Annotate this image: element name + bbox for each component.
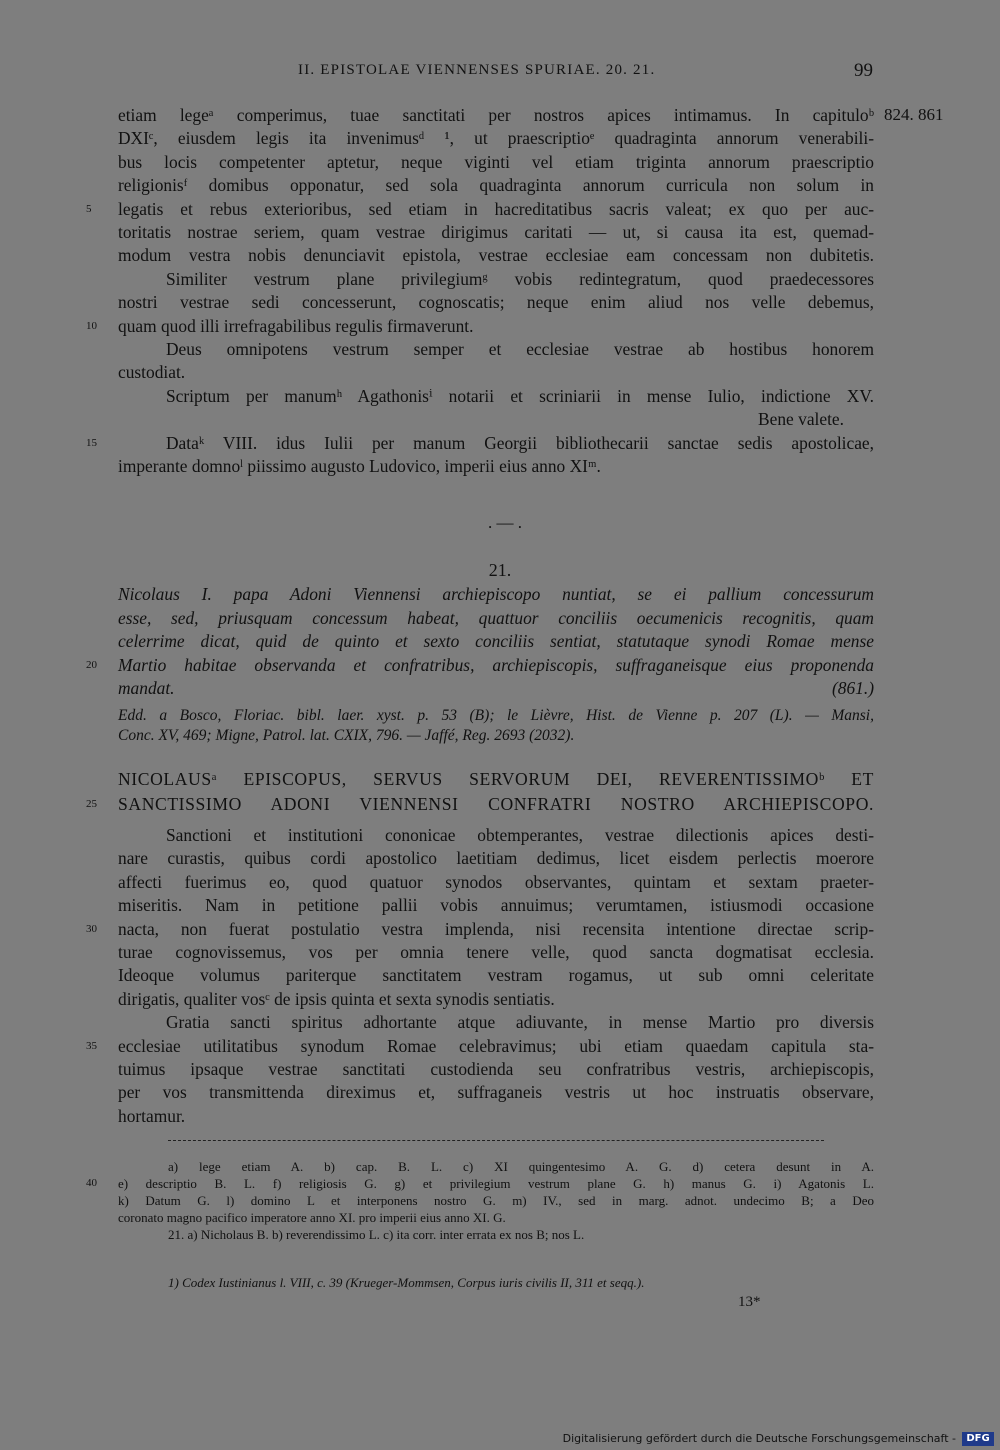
line-number: 25 (86, 798, 97, 810)
text-line: quam quod illi irrefragabilibus regulis firmaverunt. (118, 315, 474, 336)
dfg-logo: DFG (962, 1432, 994, 1446)
text-line: nare curastis, quibus cordi apostolico laetitiam dedimus, licet eisdem perlectis moerore (118, 848, 874, 869)
text-line: custodiat. (118, 362, 186, 383)
running-header (118, 62, 873, 86)
line-number: 35 (86, 1039, 97, 1052)
text-line: Sanctioni et institutioni cononicae obtemperantes, vestrae dilectionis apices desti- (166, 825, 874, 845)
text-line: hortamur. (118, 1105, 186, 1126)
text-line: legatis et rebus exterioribus, sed etiam in hacreditatibus sacris valeat; ex quo per auc- (118, 198, 874, 219)
line-number: 5 (86, 202, 92, 215)
regest-line (118, 677, 874, 700)
edition-line: Conc. XV, 469; Migne, Patrol. lat. CXIX, 796. — Jaffé, Reg. 2693 (2032). (118, 727, 575, 744)
footnote-line: a) lege etiam A. b) cap. B. L. c) XI quingentesimo A. G. d) cetera desunt in A. (168, 1159, 874, 1174)
funding-notice: Digitalisierung gefördert durch die Deutsche Forschungsgemeinschaft - (562, 1432, 956, 1445)
text-line: affecti fuerimus eo, quod quatuor synodos observantes, quintam et sextam praeter- (118, 871, 874, 892)
regest-line: Martio habitae observanda et confratribus, archiepiscopis, suffraganeisque eius proponenda (118, 654, 874, 675)
text-line: Scriptum per manumʰ Agathonisⁱ notarii et scriniarii in mense Iulio, indictione XV. (166, 385, 874, 406)
text-line: bus locis competenter aptetur, neque viginti vel etiam triginta annorum praescriptio (118, 151, 874, 172)
regest-line: celerrime dicat, quid de quinto et sexto conciliis sentiat, statutaque synodi Romae mense (118, 631, 874, 651)
text-line: DXIᶜ, eiusdem legis ita invenimusᵈ ¹, ut praescriptioᵉ quadraginta annorum venerabili- (118, 128, 874, 149)
signature-mark: 13* (738, 1294, 761, 1310)
margin-date-note: 824. 861 (884, 105, 944, 124)
text-line: Similiter vestrum plane privilegiumᵍ vobis redintegratum, quod praedecessores (166, 268, 874, 289)
source-footnote: 1) Codex Iustinianus l. VIII, c. 39 (Krueger-Mommsen, Corpus iuris civilis II, 311 et seqq.). (168, 1275, 645, 1290)
text-line: imperante domnoˡ piissimo augusto Ludovico, imperii eius anno XIᵐ. (118, 456, 601, 476)
text-line: turae cognovissemus, vos per omnia tenere velle, quod sancta dogmatisat ecclesia. (118, 942, 874, 962)
text-line: etiam legeᵃ comperimus, tuae sanctitati per nostros apices intimamus. In capituloᵇ (118, 105, 874, 125)
text-line: per vos transmittenda direximus et, suffraganeis vestris ut hoc instruatis observare, (118, 1082, 874, 1103)
intitulatio-line: SANCTISSIMO ADONI VIENNENSI CONFRATRI NOSTRO ARCHIEPISCOPO. (118, 794, 874, 814)
footnote-line: k) Datum G. l) domino L et interponens nostro G. m) IV., sed in marg. adnot. undecimo B; a Deo (118, 1193, 874, 1208)
line-number: 30 (86, 922, 97, 935)
intitulatio-line: NICOLAUSᵃ EPISCOPUS, SERVUS SERVORUM DEI, REVERENTISSIMOᵇ ET (118, 769, 874, 789)
text-line: nacta, non fuerat postulatio vestra implenda, nisi recensita intentione directae scrip- (118, 918, 874, 939)
text-line: religionisᶠ domibus opponatur, sed sola quadraginta annorum curricula non solum in (118, 175, 874, 196)
text-line: Gratia sancti spiritus adhortante atque adiuvante, in mense Martio pro diversis (166, 1012, 874, 1033)
line-text: mandat. (118, 678, 175, 698)
text-line: ecclesiae utilitatibus synodum Romae celebravimus; ubi etiam quaedam capitula sta- (118, 1035, 874, 1056)
regest-line: esse, sed, priusquam concessum habeat, quattuor conciliis oecumenicis recognitis, quam (118, 607, 874, 628)
text-line: miseritis. Nam in petitione pallii vobis annuimus; verumtamen, istiusmodi occasione (118, 895, 874, 916)
running-title: II. EPISTOLAE VIENNENSES SPURIAE. 20. 21. (298, 62, 656, 78)
footnote-line: coronato magno pacifico imperatore anno XI. pro imperii eius anno XI. G. (118, 1210, 506, 1225)
text-line: Dataᵏ VIII. idus Iulii per manum Georgii bibliothecarii sanctae sedis apostolicae, (166, 432, 874, 453)
edition-line: Edd. a Bosco, Floriac. bibl. laer. xyst. p. 53 (B); le Lièvre, Hist. de Vienne p. 207 (L). — Mansi, (118, 707, 874, 724)
section-separator: . — . (488, 513, 522, 532)
text-line: modum vestra nobis denunciavit epistola, vestrae ecclesiae eam concessam non dubitetis. (118, 245, 874, 266)
regest-line: Nicolaus I. papa Adoni Viennensi archiepiscopo nuntiat, se ei pallium concessurum (118, 584, 874, 604)
line-number: 15 (86, 436, 97, 449)
text-line: nostri vestrae sedi concesserunt, cognoscatis; neque enim aliud nos velle debemus, (118, 292, 874, 313)
line-number: 20 (86, 658, 97, 671)
page-number: 99 (854, 60, 873, 81)
text-line: toritatis nostrae seriem, quam vestrae dirigimus caritati — ut, si causa ita est, quemad- (118, 222, 874, 242)
text-line: Ideoque volumus pariterque sanctitatem vestram rogamus, ut sub omni celeritate (118, 965, 874, 986)
document-number: 21. (488, 560, 512, 580)
text-line: tuimus ipsaque vestrae sanctitati custodienda seu confratribus vestris, archiepiscopis, (118, 1059, 874, 1079)
text-line: Bene valete. (758, 409, 844, 430)
line-number: 40 (86, 1177, 97, 1189)
line-number: 10 (86, 319, 97, 332)
text-line: Deus omnipotens vestrum semper et ecclesiae vestrae ab hostibus honorem (166, 339, 874, 359)
footnote-line: 21. a) Nicholaus B. b) reverendissimo L. c) ita corr. inter errata ex nos B; nos L. (168, 1227, 585, 1242)
text-line: dirigatis, qualiter vosᶜ de ipsis quinta et sexta synodis sentiatis. (118, 988, 555, 1009)
date-note: (861.) (831, 678, 874, 698)
footnote-line: e) descriptio B. L. f) religiosis G. g) et privilegium vestrum plane G. h) manus G. i) Agatonis L. (118, 1176, 874, 1191)
digitization-footer (0, 1430, 1000, 1450)
footnote-rule (168, 1140, 824, 1141)
